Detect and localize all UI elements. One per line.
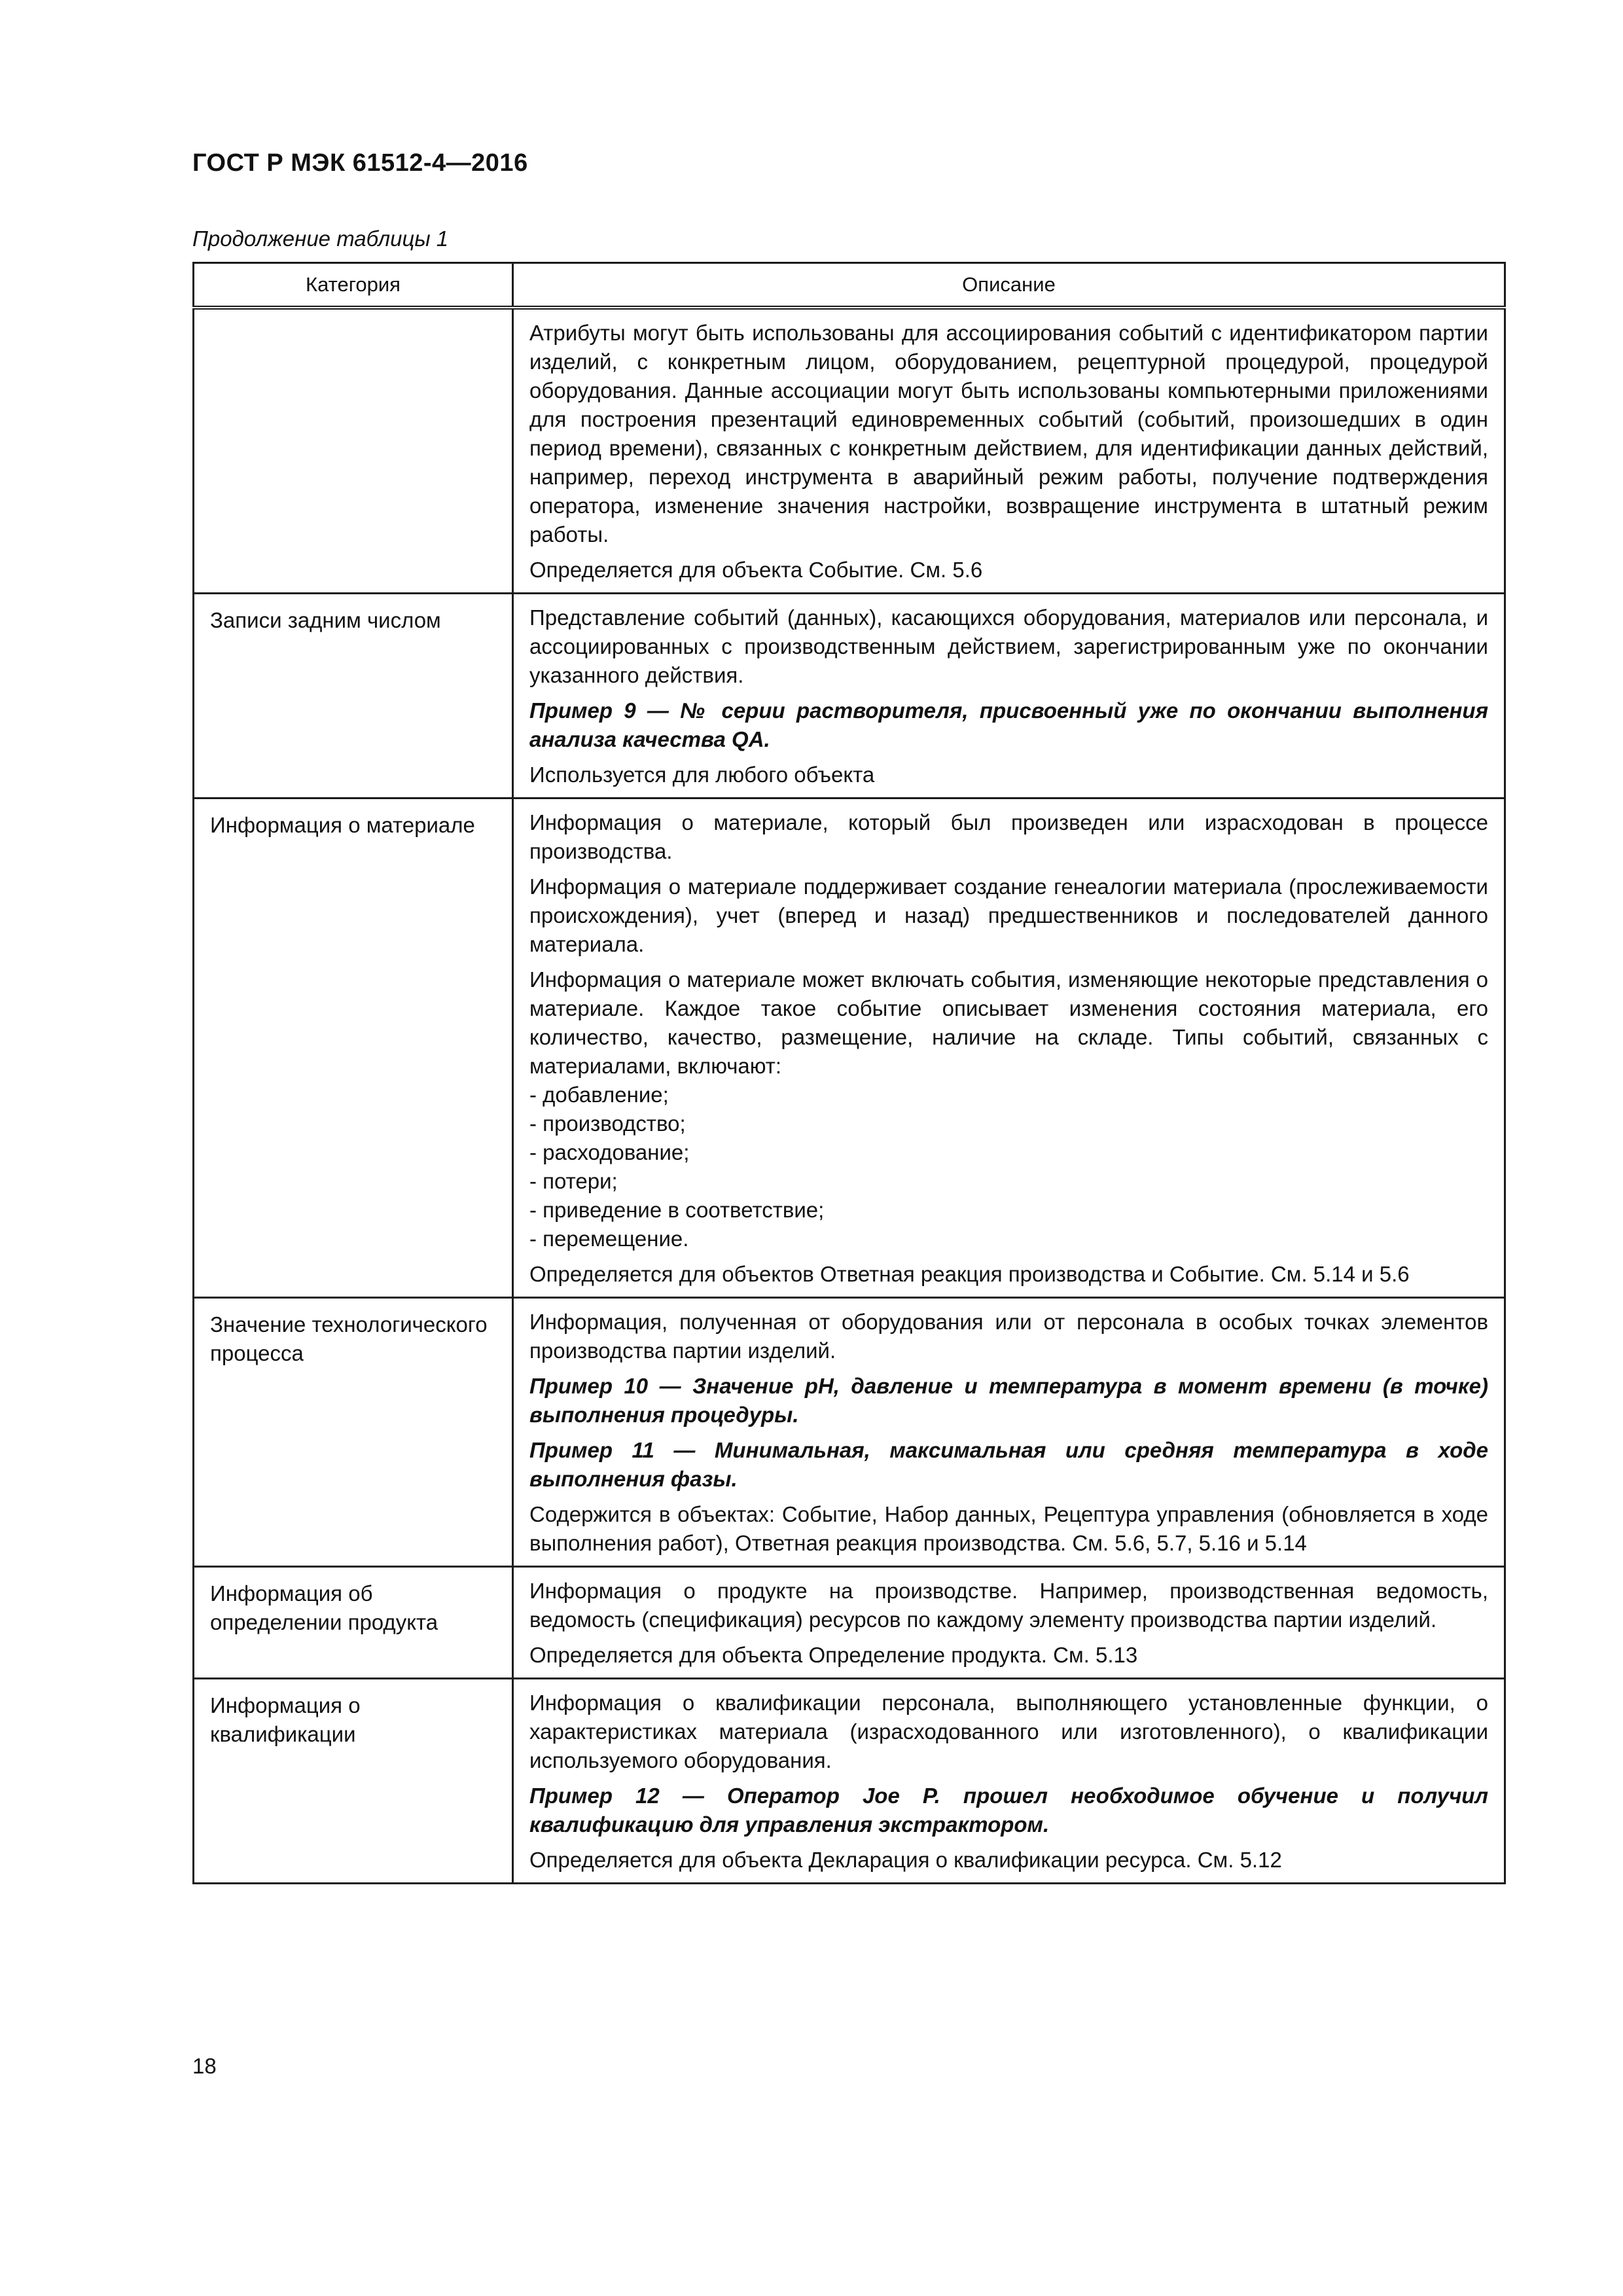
table-row: [194, 798, 1505, 1298]
category-cell: Записи задним числом: [194, 594, 513, 798]
description-paragraph-with-list: [529, 965, 1488, 1253]
example-paragraph: Пример 9 — № серии растворителя, присвоенный уже по окончании выполнения анализа качества QA.: [529, 698, 1488, 751]
table-row: [194, 308, 1505, 594]
description-paragraph: Информация о материале может включать события, изменяющие некоторые представления о материале. Каждое такое событие описывает изменения состояния материала, его количество, качество, размещение, наличие на складе. Типы событий, связанных с материалами, включают:: [529, 967, 1488, 1078]
list-item: - приведение в соответствие;: [529, 1198, 825, 1222]
document-title: ГОСТ Р МЭК 61512-4—2016: [192, 149, 528, 177]
table-row: [194, 1298, 1505, 1567]
description-cell: [513, 1567, 1505, 1679]
example-paragraph: Пример 11 — Минимальная, максимальная или средняя температура в ходе выполнения фазы.: [529, 1438, 1488, 1491]
list-item: - добавление;: [529, 1083, 669, 1107]
table-header-row: [194, 263, 1505, 308]
category-cell: Информация о материале: [194, 798, 513, 1298]
event-type-list: [529, 1081, 1488, 1253]
category-cell: Информация об определении продукта: [194, 1567, 513, 1679]
description-paragraph: Определяется для объекта Декларация о квалификации ресурса. См. 5.12: [529, 1848, 1282, 1872]
description-paragraph: Информация, полученная от оборудования или от персонала в особых точках элементов производства партии изделий.: [529, 1310, 1488, 1363]
description-cell: [513, 308, 1505, 594]
description-paragraph: Представление событий (данных), касающихся оборудования, материалов или персонала, и ассоциированных с производственным действием, зарегистрированным уже по окончании указанного действия.: [529, 605, 1488, 687]
description-cell: [513, 1298, 1505, 1567]
description-cell: [513, 594, 1505, 798]
column-header-description: Описание: [513, 263, 1505, 308]
table-continuation-caption: Продолжение таблицы 1: [192, 226, 449, 251]
list-item: - потери;: [529, 1169, 618, 1193]
table-row: [194, 1679, 1505, 1884]
table-1-continued: [192, 262, 1506, 1884]
category-cell: Информация о квалификации: [194, 1679, 513, 1884]
description-paragraph: Содержится в объектах: Событие, Набор данных, Рецептура управления (обновляется в ходе выполнения работ), Ответная реакция производства. См. 5.6, 5.7, 5.16 и 5.14: [529, 1502, 1488, 1555]
description-cell: [513, 798, 1505, 1298]
category-cell: [194, 308, 513, 594]
description-paragraph: Информация о материале, который был произведен или израсходован в процессе производства.: [529, 810, 1488, 863]
category-cell: Значение технологического процесса: [194, 1298, 513, 1567]
description-cell: [513, 1679, 1505, 1884]
description-paragraph: Определяется для объектов Ответная реакция производства и Событие. См. 5.14 и 5.6: [529, 1262, 1410, 1286]
list-item: - производство;: [529, 1111, 686, 1136]
page-number: 18: [192, 2054, 217, 2078]
list-item: - расходование;: [529, 1140, 690, 1164]
example-paragraph: Пример 10 — Значение pH, давление и температура в момент времени (в точке) выполнения процедуры.: [529, 1374, 1488, 1427]
description-paragraph: Атрибуты могут быть использованы для ассоциирования событий с идентификатором партии изделий, с конкретным лицом, оборудованием, рецептурной процедурой, процедурой оборудования. Данные ассоциации могут быть использованы компьютерными приложениями для построения презентаций единовременных событий (событий, произошедших в один период времени), связанных с конкретным действием, для идентификации данных действий, например, переход инструмента в аварийный режим работы, получение подтверждения оператора, изменение значения настройки, возвращение инструмента в штатный режим работы.: [529, 321, 1488, 547]
description-paragraph: Информация о квалификации персонала, выполняющего установленные функции, о характеристиках материала (израсходованного или изготовленного), о квалификации используемого оборудования.: [529, 1691, 1488, 1772]
description-paragraph: Информация о продукте на производстве. Например, производственная ведомость, ведомость (спецификация) ресурсов по каждому элементу производства партии изделий.: [529, 1579, 1488, 1632]
description-paragraph: Информация о материале поддерживает создание генеалогии материала (прослеживаемости происхождения), учет (вперед и назад) предшественников и последователей данного материала.: [529, 874, 1488, 956]
table-row: [194, 1567, 1505, 1679]
table-row: [194, 594, 1505, 798]
example-paragraph: Пример 12 — Оператор Joe P. прошел необходимое обучение и получил квалификацию для управления экстрактором.: [529, 1784, 1488, 1837]
description-paragraph: Определяется для объекта Событие. См. 5.6: [529, 558, 983, 582]
description-paragraph: Определяется для объекта Определение продукта. См. 5.13: [529, 1643, 1138, 1667]
column-header-category: Категория: [194, 263, 513, 308]
list-item: - перемещение.: [529, 1227, 689, 1251]
description-paragraph: Используется для любого объекта: [529, 762, 875, 787]
